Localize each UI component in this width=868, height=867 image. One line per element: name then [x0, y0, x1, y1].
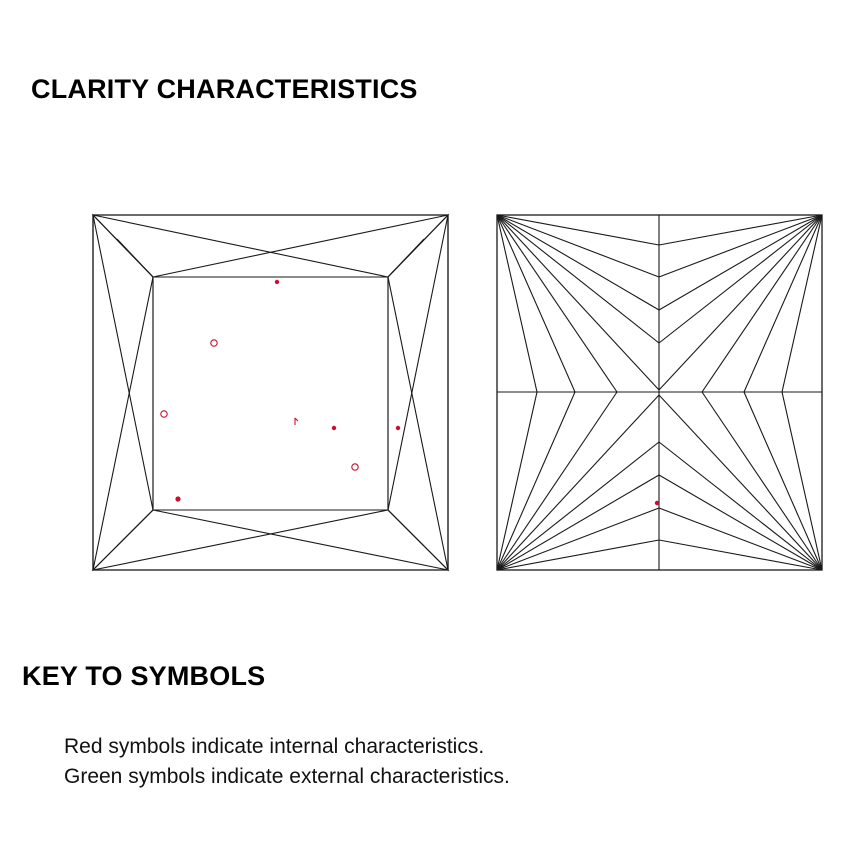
- pavilion-fan-bl-6: [497, 392, 575, 570]
- legend-block: [64, 732, 510, 792]
- crown-facet-line-7: [93, 277, 153, 570]
- crown-bottom-bezel: [93, 510, 448, 570]
- pavilion-fan-bl-5: [497, 392, 617, 570]
- crown-facet-line-6: [93, 510, 388, 570]
- pavilion-fan-br-6: [744, 392, 822, 570]
- page-title-key-to-symbols: KEY TO SYMBOLS: [22, 661, 266, 691]
- crown-top-bezel: [93, 215, 448, 277]
- inclusion-crystal-3: [396, 426, 400, 430]
- crown-facet-line-3: [388, 215, 448, 510]
- inclusion-crystal-pavilion-1: [655, 501, 659, 505]
- pavilion-fan-tr-3: [659, 215, 822, 310]
- pavilion-fan-tr-2: [659, 215, 822, 277]
- pavilion-fan-br-3: [659, 475, 822, 570]
- pavilion-fan-tr-6: [744, 215, 822, 392]
- crown-facet-line-5: [153, 510, 448, 570]
- princess-cut-pavilion-view: [497, 215, 822, 570]
- crown-corner-line-bl: [117, 510, 153, 546]
- princess-cut-crown-view: [93, 215, 448, 570]
- crown-facet-line-2: [153, 215, 448, 277]
- pavilion-fan-tr-5: [702, 215, 822, 392]
- crown-corner-line-br: [388, 510, 424, 546]
- inclusion-crystal-4: [175, 496, 180, 501]
- legend-line-internal: Red symbols indicate internal characteristics.: [64, 735, 485, 758]
- crown-table-square: [153, 277, 388, 510]
- pavilion-fan-br-5: [702, 392, 822, 570]
- pavilion-fan-bl-3: [497, 475, 659, 570]
- legend-line-external: Green symbols indicate external characteristics.: [64, 765, 510, 788]
- page-title-clarity-characteristics: CLARITY CHARACTERISTICS: [31, 74, 418, 104]
- diagram-area: [0, 195, 868, 595]
- diagrams-svg: [0, 195, 868, 595]
- inclusion-feather-1: [295, 418, 298, 425]
- pavilion-fan-tl-3: [497, 215, 659, 310]
- pavilion-fan-tl-5: [497, 215, 617, 392]
- pavilion-fan-br-2: [659, 508, 822, 570]
- crown-corner-line-tr: [388, 239, 424, 277]
- crown-facet-line-1: [93, 215, 388, 277]
- inclusion-pinpoint-2: [161, 411, 167, 417]
- inclusion-pinpoint-1: [211, 340, 217, 346]
- pavilion-fan-bl-2: [497, 508, 659, 570]
- crown-facet-line-4: [388, 277, 448, 570]
- pavilion-fan-tl-2: [497, 215, 659, 277]
- inclusion-pinpoint-3: [352, 464, 358, 470]
- pavilion-fan-tl-6: [497, 215, 575, 392]
- inclusion-crystal-1: [275, 280, 279, 284]
- inclusion-crystal-2: [332, 426, 336, 430]
- crown-facet-line-8: [93, 215, 153, 510]
- crown-corner-line-tl: [117, 239, 153, 277]
